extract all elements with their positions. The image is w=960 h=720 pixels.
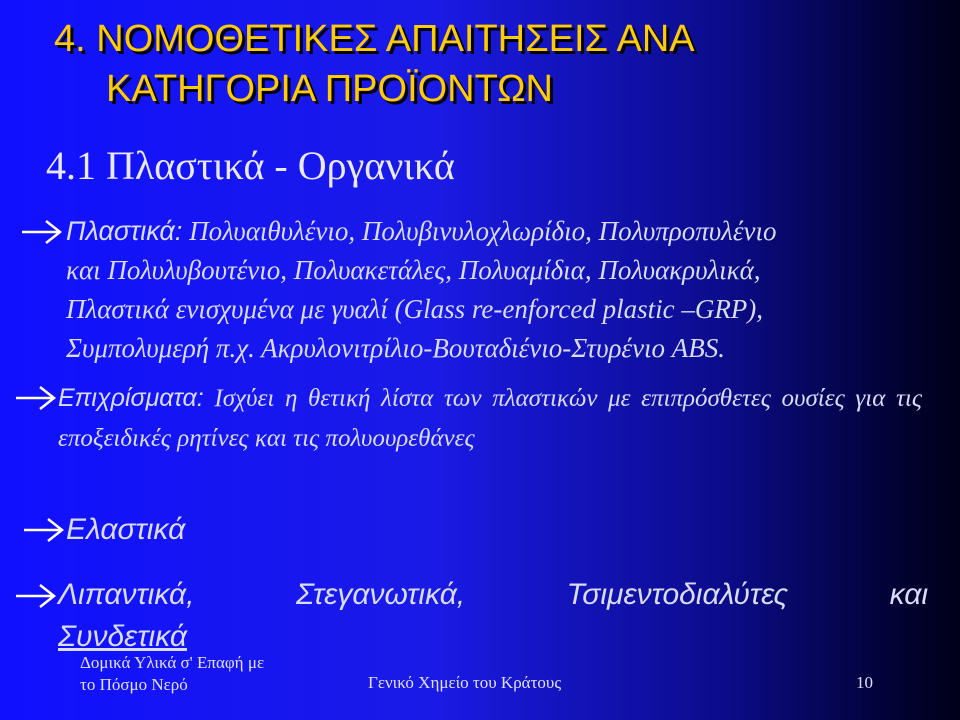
- plastics-line1: Πολυαιθυλένιο, Πολυβινυλοχλωρίδιο, Πολυπροπυλένιο: [182, 216, 777, 246]
- plastics-line4: Συμπολυμερή π.χ. Ακρυλονιτρίλιο-Βουταδιένιο-Στυρένιο ABS.: [66, 333, 726, 363]
- coatings-keyword: Επιχρίσματα:: [58, 384, 204, 412]
- slide-title-line2: ΚΑΤΗΓΟΡΙΑ ΠΡΟΪΟΝΤΩΝ: [106, 68, 554, 110]
- plastics-line3: Πλαστικά ενισχυμένα με γυαλί (Glass re-enforced plastic –GRP),: [66, 294, 764, 324]
- right-arrow-icon: [22, 516, 66, 544]
- slide-title-line1: 4. ΝΟΜΟΘΕΤΙΚΕΣ ΑΠΑΙΤΗΣΕΙΣ ΑΝΑ: [54, 18, 695, 60]
- footer-center: Γενικό Χημείο του Κράτους: [368, 673, 562, 692]
- coatings-bullet: [58, 378, 922, 459]
- lubricants-bullet: [58, 574, 928, 658]
- plastics-bullet: [66, 212, 960, 368]
- page-number: 10: [856, 673, 873, 692]
- right-arrow-icon: [14, 582, 58, 610]
- slide-subtitle: 4.1 Πλαστικά - Οργανικά: [46, 143, 455, 188]
- binders-word: Συνδετικά: [58, 620, 187, 653]
- sealants-word: Στεγανωτικά,: [295, 578, 466, 611]
- cement-solvents-word: Τσιμεντοδιαλύτες: [566, 578, 789, 611]
- coatings-text: Ισχύει η θετική λίστα των πλαστικών με επιπρόσθετες ουσίες για τις εποξειδικές ρητίνες και τις πολυουρεθάνες: [58, 385, 922, 452]
- slide-title: [54, 14, 934, 114]
- right-arrow-icon: [14, 384, 58, 412]
- right-arrow-icon: [20, 218, 64, 246]
- elastic-bullet: Ελαστικά: [66, 513, 186, 546]
- plastics-line2: και Πολυλυβουτένιο, Πολυακετάλες, Πολυαμίδια, Πολυακρυλικά,: [66, 255, 761, 285]
- plastics-keyword: Πλαστικά:: [66, 216, 183, 246]
- and-word: και: [889, 578, 928, 611]
- lubricants-word: Λιπαντικά,: [58, 578, 195, 611]
- footer-left: Δομικά Υλικά σ' Επαφή με το Πόσμο Νερό: [80, 653, 265, 694]
